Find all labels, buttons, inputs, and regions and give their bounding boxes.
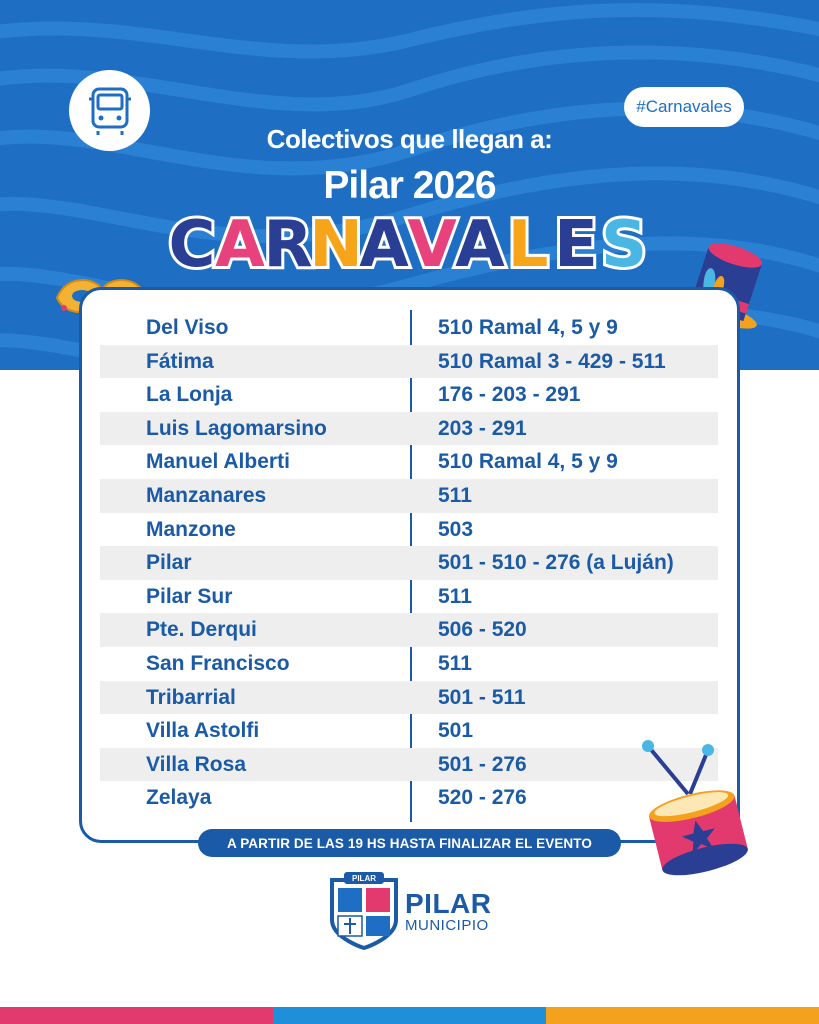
table-row	[100, 378, 718, 412]
table-row	[100, 748, 718, 782]
bus-routes: 520 - 276	[438, 786, 527, 810]
crest-label: PILAR	[352, 874, 376, 883]
bottom-stripe-pink	[0, 1007, 273, 1024]
bus-routes: 511	[438, 651, 472, 675]
bus-routes: 506 - 520	[438, 618, 527, 642]
wordmark-letter: C	[168, 208, 216, 278]
table-row	[100, 613, 718, 647]
location-name: Zelaya	[146, 786, 212, 810]
location-name: San Francisco	[146, 651, 290, 675]
location-name: Manzanares	[146, 483, 267, 507]
brand-subtitle: MUNICIPIO	[405, 917, 489, 934]
hashtag-badge: #Carnavales	[624, 87, 744, 127]
wordmark-letter: A	[455, 208, 505, 278]
table-row	[100, 345, 718, 379]
table-row	[100, 681, 718, 715]
bottom-stripe-orange	[546, 1007, 819, 1024]
location-name: Tribarrial	[146, 685, 236, 709]
wordmark-letter: N	[309, 208, 363, 278]
bus-routes: 501 - 276	[438, 752, 527, 776]
municipal-crest	[328, 870, 400, 950]
location-name: Luis Lagomarsino	[146, 416, 327, 440]
location-name: Pilar	[146, 551, 192, 575]
wordmark-letter: A	[359, 208, 409, 278]
event-schedule-note: A PARTIR DE LAS 19 HS HASTA FINALIZAR EL EVENTO	[198, 829, 621, 857]
table-row	[100, 781, 718, 815]
wordmark-letter: S	[600, 208, 648, 278]
wordmark-letter: L	[507, 208, 549, 278]
table-row	[100, 311, 718, 345]
brand-name: PILAR	[405, 888, 492, 919]
bus-routes: 501 - 511	[438, 685, 526, 709]
municipality-brand	[405, 890, 492, 934]
table-row	[100, 513, 718, 547]
bus-routes: 176 - 203 - 291	[438, 383, 581, 407]
wordmark-letter: E	[554, 208, 598, 278]
drum-icon	[640, 740, 750, 880]
wordmark-letter: V	[407, 208, 457, 278]
table-row	[100, 479, 718, 513]
bus-routes: 503	[438, 517, 474, 541]
subtitle: Colectivos que llegan a:	[266, 124, 553, 154]
table-row	[100, 445, 718, 479]
bus-routes: 501 - 510 - 276 (a Luján)	[438, 551, 674, 575]
bus-routes: 501	[438, 719, 474, 743]
table-row	[100, 714, 718, 748]
location-name: Pte. Derqui	[146, 618, 257, 642]
event-title: Pilar 2026	[323, 164, 496, 207]
table-row	[100, 546, 718, 580]
table-row	[100, 580, 718, 614]
bus-routes: 510 Ramal 4, 5 y 9	[438, 316, 618, 339]
location-name: La Lonja	[146, 383, 233, 407]
table-row	[100, 647, 718, 681]
wordmark-letter: A	[215, 208, 265, 278]
location-name: Pilar Sur	[146, 584, 233, 608]
location-name: Del Viso	[146, 316, 229, 339]
location-name: Manzone	[146, 517, 236, 541]
location-name: Villa Rosa	[146, 752, 246, 776]
bus-routes: 203 - 291	[438, 416, 527, 440]
bus-routes: 511	[438, 483, 472, 507]
event-name-wordmark	[168, 200, 648, 278]
location-name: Villa Astolfi	[146, 719, 260, 743]
bus-routes: 511	[438, 584, 472, 608]
bus-routes: 510 Ramal 4, 5 y 9	[438, 450, 618, 474]
bottom-stripe-blue	[273, 1007, 546, 1024]
location-name: Manuel Alberti	[146, 450, 290, 474]
table-rows	[100, 311, 718, 815]
location-name: Fátima	[146, 349, 214, 373]
table-row	[100, 412, 718, 446]
wordmark-letter: R	[263, 208, 313, 278]
bus-routes: 510 Ramal 3 - 429 - 511	[438, 349, 666, 373]
